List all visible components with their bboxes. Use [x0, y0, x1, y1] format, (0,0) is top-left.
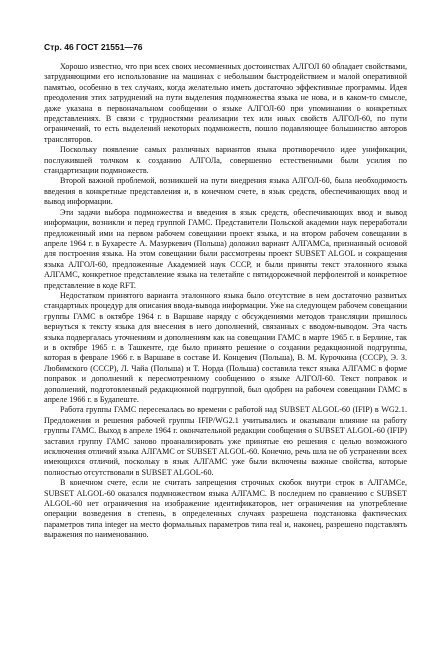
paragraph-1: Хорошо известно, что при всех своих несомненных достоинствах АЛГОЛ 60 обладает свойствами, затрудняющими его использование на машинах с небольшим быстродействием и малой оперативной памятью, особенно в тех случаях, когда желательно иметь достаточно эффективные программы. Идея преодоления этих затруднений на пути выделения подмножества языка не нова, и в каком-то смысле, даже указана в первоначальном сообщении о языке АЛГОЛ-60 при упоминании о конкретных представлениях. В связи с трудностями реализации тех или иных свойств АЛГОЛ-60, по пути ограничений, то есть выделений некоторых подмножеств, пошло подавляющее большинство авторов трансляторов.	[44, 62, 407, 144]
paragraph-4: Эти задачи выбора подмножества и введения в язык средств, обеспечивающих ввод и вывод информации, возникли и перед группой ГАМС. Представители Польской академии наук переработали предложенный ими на первом рабочем совещании проект языка, и на втором рабочем совещании в апреле 1964 г. в Бухаресте А. Мазуркевич (Польша) доложил вариант АЛГАМСа, признанный основой для построения языка. На этом совещании были рассмотрены проект SUBSET ALGOL и сокращения языка АЛГОЛ-60, предложенные Академией наук СССР, и были приняты текст эталонного языка АЛГАМС, конкретное представление языка на телетайпе с пятидорожечной перфолентой и конкретное представление в коде RFT.	[44, 207, 407, 290]
paragraph-3: Второй важной проблемой, возникшей на пути внедрения языка АЛГОЛ-60, была необходимость введения в конкретные представления и, в конечном счете, в язык средств, обеспечивающих ввод и вывод информации.	[44, 176, 407, 207]
paragraph-6: Работа группы ГАМС пересекалась во времени с работой над SUBSET ALGOL-60 (IFIP) в WG2.1. Предложения и решения рабочей группы IFIP/WG2.1 учитывались и оказывали влияние на работу группы ГАМС. Выход в апреле 1964 г. окончательной редакции сообщения о SUBSET ALGOL-60 (IFIP) заставил группу ГАМС заново проанализировать уже принятые ею решения с целью возможного исключения отличий языка АЛГАМС от SUBSET ALGOL-60. Конечно, речь шла не об устранении всех имеющихся отличий, поскольку в язык АЛГАМС уже были включены важные свойства, которые полностью отсутствовали в SUBSET ALGOL-60.	[44, 405, 407, 477]
paragraph-7: В конечном счете, если не считать запрещения строчных скобок внутри строк в АЛГАМСе, SUBSET ALGOL-60 оказался подмножеством языка АЛГАМС. В последнем по сравнению с SUBSET ALGOL-60 нет ограничения на изображение идентификаторов, нет ограничения на употребление операции возведения в степень, в определенных случаях разрешена подстановка фактических параметров типа integer на место формальных параметров типа real и, наконец, разрешено подставлять выражения по наименованию.	[44, 478, 407, 540]
page-header: Стр. 46 ГОСТ 21551—76	[44, 42, 143, 52]
paragraph-2: Поскольку появление самых различных вариантов языка противоречило идее унификации, послужившей толчком к созданию АЛГОЛа, совершенно естественными были усилия по стандартизации подмножеств.	[44, 145, 407, 176]
paragraph-5: Недостатком принятого варианта эталонного языка было отсутствие в нем достаточно развитых стандартных процедур для описания ввода-вывода информации. Уже на следующем рабочем совещании группы ГАМС в октябре 1964 г. в Варшаве наряду с обсуждениями методов трансляции пришлось вернуться к тексту языка для внесения в него дополнений, связанных с вводом-выводом. Эта часть языка подвергалась уточнениям и дополнениям как на совещании ГАМС в марте 1965 г. в Берлине, так и в октябре 1965 г. в Ташкенте, где было принято решение о создании редакционной подгруппы, которая в феврале 1966 г. в Варшаве в составе И. Концевич (Польша), В. М. Курочкина (СССР), Э. З. Любимского (СССР), Л. Чайа (Польша) и Т. Норда (Польша) составила текст языка АЛГАМС в форме поправок и дополнений к пересмотренному сообщению о языке АЛГОЛ-60. Текст поправок и дополнений, подготовленный редакционной подгруппой, был одобрен на рабочем совещании ГАМС в апреле 1966 г. в Будапеште.	[44, 290, 407, 404]
